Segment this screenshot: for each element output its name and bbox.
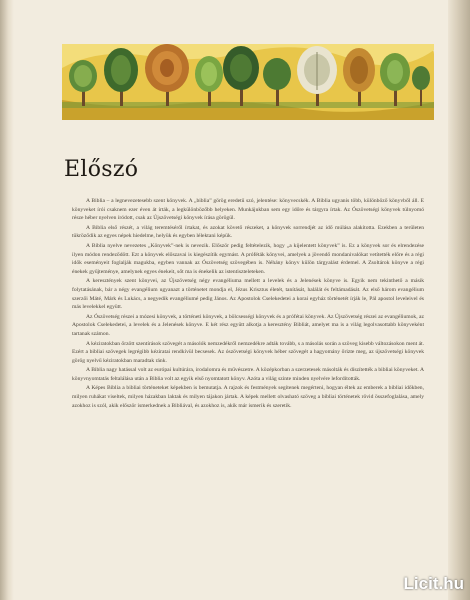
paragraph: A Képes Biblia a bibliai történeteket képekben is bemutatja. A rajzok és festmények segítenek megérteni, hogyan éltek az emberek a bibliai időkben, milyen ruhákat viseltek, milyen házakban laktak és milyen tájakon jártak. A képek mellett olvasható szöveg a bibliai történetek rövid összefoglalása, amely azokhoz is szól, akik először ismerkednek a Bibliával, és azokhoz is, akik már ismerik és szeretik.: [72, 385, 424, 409]
page-edge: [448, 0, 470, 600]
paragraph: A Biblia – a legnevezetesebb szent könyvek. A „biblia” görög eredetű szó, jelentése: könyvecskék. A Biblia ugyanis több, különböző könyvből áll. E könyveket írói csaknem ezer éven át írták, a legkülönbözőbb helyeken. Munkájukban sem egy időre és tárgyra írtak. Az Ószövetségi könyvek túlnyomó része héber nyelven íródott, csak az Újszövetségi könyvek írása görögül.: [72, 198, 424, 222]
paragraph: A Biblia első részét, a világ teremtéséről írtakat, és azokat követő részeket, a könyvek sorrendjét az idő múlása alakította. Ezekben a területen tükröződik az egyes népek hiedelme, helyük és egyben lélektani képük.: [72, 224, 424, 240]
paragraph: A Biblia nyelve nevezetes „Könyvek”-nek is nevezik. Először pedig feltételezik, hogy „a kijelentett könyvek” is. Ez a könyvek sor és elrendezése ilyen módon rendeződött. Ezt a könyvek előszavai is kiegészítik egymást. A próféták könyvei, amelyek a jövendő mondanivalókat vetítették előre és a régi idők eseményeit foglalják magukba, egyben vannak az Ószövetség szövegében is. Néhány könyv külön tárgyalást érdemel. A Zsoltárok könyve a régi énekek gyűjteménye, amelynek egyes énekeit, sőt ma is énekelik az istentiszteleteken.: [72, 242, 424, 275]
licit-watermark: [404, 574, 464, 594]
page-title: Előszó: [64, 157, 139, 182]
decorative-banner-illustration: [58, 38, 438, 126]
book-spine-shadow: [0, 0, 14, 600]
watermark-tld: .hu: [438, 574, 464, 593]
preface-body: [72, 197, 424, 410]
paragraph: A Biblia nagy hatással volt az európai kultúrára, irodalomra és művészetre. A középkorban a szerzetesek másolták és díszítették a bibliai könyveket. A könyvnyomtatás feltalálása után a Biblia volt az egyik első nyomtatott könyv. Azóta a világ szinte minden nyelvére lefordították.: [72, 367, 424, 382]
paragraph: A keresztények szent könyvei, az Újszövetség négy evangéliuma mellett a levelek és a Jelenések könyve is. Egyik nem tekinthető a másik folytatásának, bár a négy evangélium ugyanazt a történetet mondja el, Jézus Krisztus életét, tanítását, halálát és feltámadását. Az első három evangélium szerzői Máté, Márk és Lukács, a negyedik evangéliumé pedig János. Az Apostolok Cselekedetei a korai egyház történetét írják le, Pál apostol leveleivel és más levelekkel együtt.: [72, 278, 424, 311]
paragraph: Az Ószövetség részei a mózesi könyvek, a történeti könyvek, a bölcsességi könyvek és a prófétai könyvek. Az Újszövetség részei az evangéliumok, az Apostolok Cselekedetei, a levelek és a Jelenések könyve. E két rész együtt alkotja a keresztény Bibliát, amelyet ma is a világ legolvasottabb könyveként tartanak számon.: [72, 313, 424, 337]
watermark-brand: Licit: [403, 574, 439, 593]
paragraph: A kéziratokban őrzött szentírások szövegét a másolók nemzedékről nemzedékre adták tovább, s a másolás során a szöveg kisebb változásokon ment át. Ezért a bibliai szövegek legrégibb kéziratai rendkívül becsesek. Az ószövetségi könyvek héber szövegét a hagyomány őrizte meg, az újszövetségi könyvek görög nyelvű kéziratokban maradtak ránk.: [72, 340, 424, 364]
